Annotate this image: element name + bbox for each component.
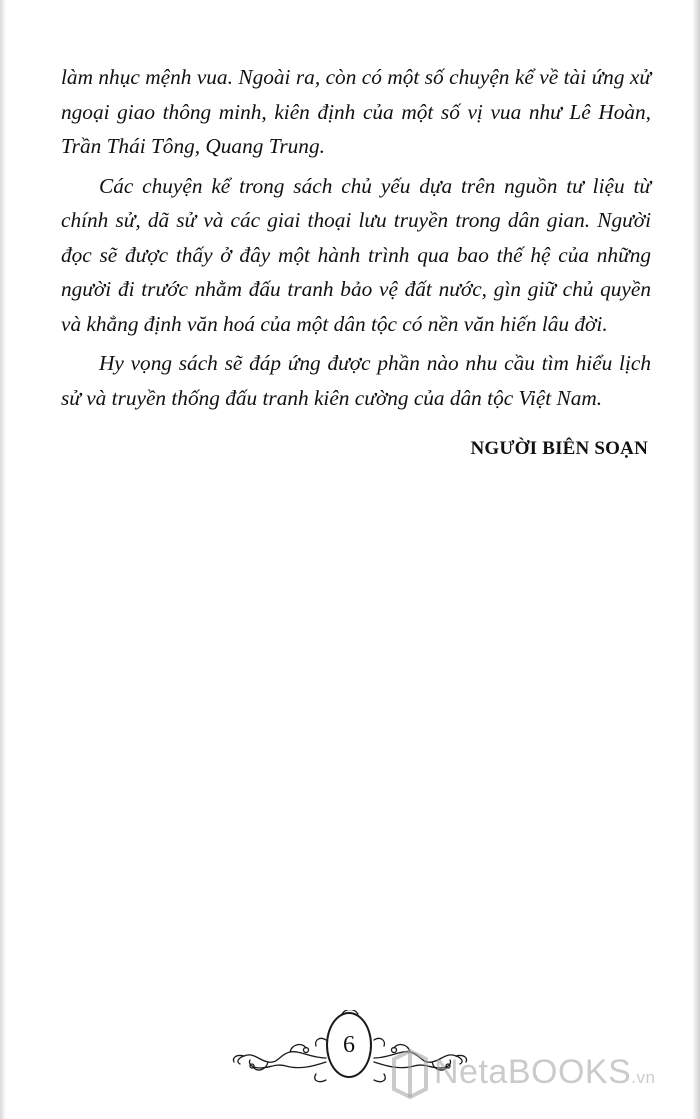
text-line: chính sử, dã sử và các giai thoại lưu truyền trong dân gian. Người: [61, 208, 651, 232]
paragraph-2: [61, 169, 651, 342]
page-number: 6: [343, 1032, 355, 1058]
text-line: Trần Thái Tông, Quang Trung.: [61, 134, 325, 158]
page-number-badge: [326, 1012, 372, 1078]
page-edge-shadow-left: [0, 0, 6, 1119]
author-signature: NGƯỜI BIÊN SOẠN: [470, 438, 648, 459]
paragraph-3: [61, 346, 651, 415]
book-logo-icon: [388, 1049, 432, 1099]
paragraph-1: [61, 60, 651, 164]
page-edge-shadow-right: [692, 0, 700, 1119]
body-text: [61, 60, 651, 415]
text-line: Hy vọng sách sẽ đáp ứng được phần nào nhu cầu tìm hiểu lịch: [99, 351, 651, 375]
watermark-brand-name: NetaBOOKS: [434, 1053, 632, 1091]
text-line: Các chuyện kể trong sách chủ yếu dựa trên nguồn tư liệu từ: [99, 173, 651, 198]
text-line: và khẳng định văn hoá của một dân tộc có nền văn hiến lâu đời.: [61, 311, 608, 336]
watermark-brand: [434, 1053, 655, 1092]
text-line: sử và truyền thống đấu tranh kiên cường của dân tộc Việt Nam.: [61, 385, 603, 410]
text-line: làm nhục mệnh vua. Ngoài ra, còn có một số chuyện kể về tài ứng xử: [61, 65, 651, 89]
text-line: người đi trước nhằm đấu tranh bảo vệ đất nước, gìn giữ chủ quyền: [61, 277, 651, 301]
text-line: đọc sẽ được thấy ở đây một hành trình qua bao thế hệ của những: [61, 242, 651, 267]
text-line: ngoại giao thông minh, kiên định của một số vị vua như Lê Hoàn,: [61, 99, 651, 124]
publisher-watermark: [388, 1045, 700, 1105]
watermark-brand-suffix: .vn: [631, 1068, 656, 1087]
